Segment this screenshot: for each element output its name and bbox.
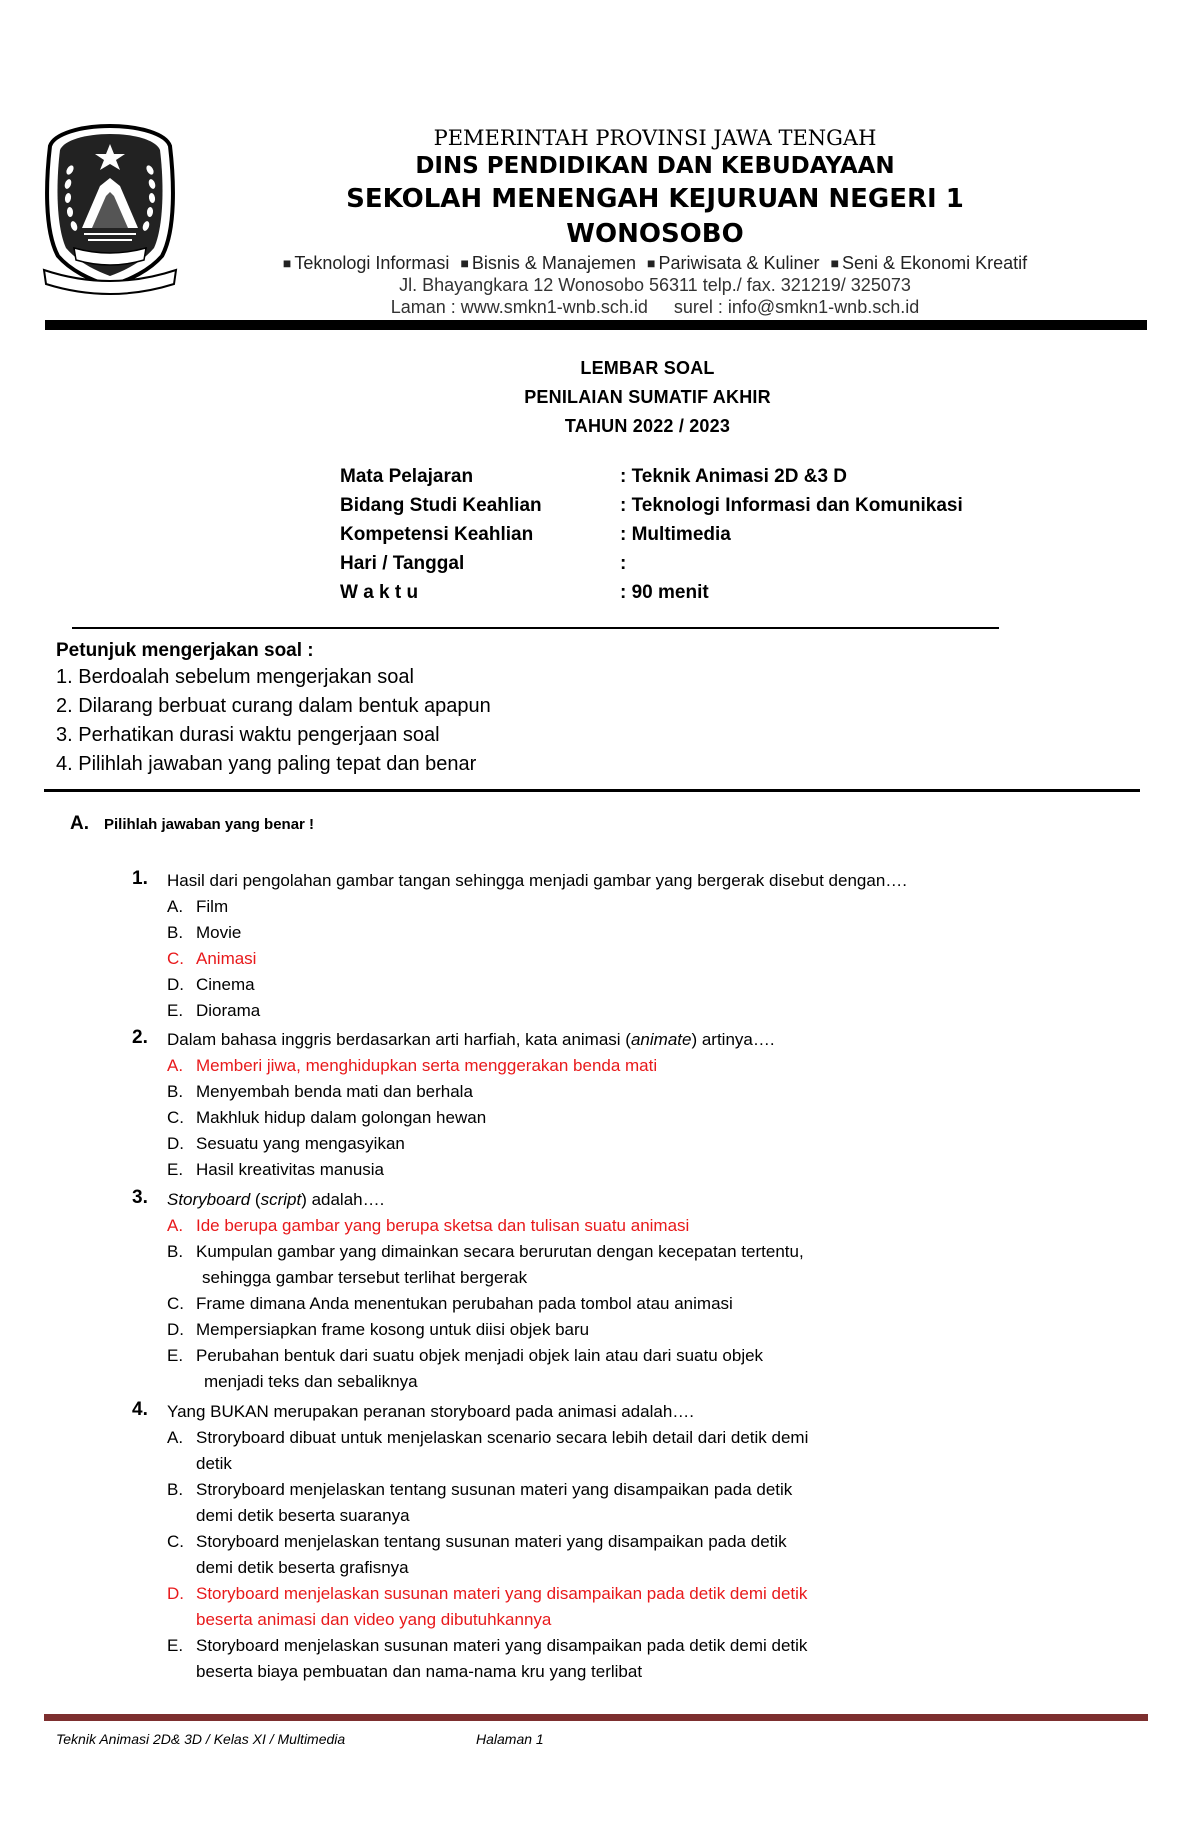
option-text: Perubahan bentuk dari suatu objek menjadi objek lain atau dari suatu objek — [196, 1346, 764, 1365]
letterhead-programs — [230, 253, 1080, 274]
letterhead-city: WONOSOBO — [566, 219, 744, 249]
footer-divider — [44, 1714, 1148, 1721]
letterhead-department: DINS PENDIDIKAN DAN KEBUDAYAAN — [415, 153, 895, 179]
question-text: Dalam bahasa inggris berdasarkan arti harfiah, kata animasi (animate) artinya…. — [167, 1030, 775, 1049]
identity-label: Hari / Tanggal — [340, 553, 465, 574]
section-instruction: Pilihlah jawaban yang benar ! — [104, 816, 315, 833]
question-text: Yang BUKAN merupakan peranan storyboard pada animasi adalah…. — [167, 1402, 694, 1421]
program-item: ■ Pariwisata & Kuliner — [647, 253, 820, 273]
option-text-continued: demi detik beserta grafisnya — [196, 1558, 409, 1577]
option-text-continued: menjadi teks dan sebaliknya — [204, 1372, 418, 1391]
option-text-continued: detik — [196, 1454, 232, 1473]
option-letter-correct: D. — [167, 1584, 184, 1603]
option-letter: D. — [167, 1134, 184, 1153]
option-text-continued: sehingga gambar tersebut terlihat bergerak — [202, 1268, 528, 1287]
option-letter: E. — [167, 1160, 184, 1179]
letterhead-email: surel : info@smkn1-wnb.sch.id — [673, 297, 920, 317]
document-title: LEMBAR SOAL — [580, 358, 715, 378]
identity-label: Mata Pelajaran — [340, 466, 474, 487]
option-letter: C. — [167, 1532, 184, 1551]
question-number: 1. — [132, 868, 148, 889]
option-text: Cinema — [196, 975, 255, 994]
option-text-correct: Memberi jiwa, menghidupkan serta menggerakan benda mati — [196, 1056, 658, 1075]
program-item: ■ Teknologi Informasi — [283, 253, 450, 273]
document-year: TAHUN 2022 / 2023 — [564, 416, 731, 436]
option-letter: B. — [167, 1480, 184, 1499]
option-text-correct: Animasi — [196, 949, 257, 968]
option-letter: D. — [167, 975, 184, 994]
option-text: Kumpulan gambar yang dimainkan secara berurutan dengan kecepatan tertentu, — [196, 1242, 804, 1261]
identity-label: Kompetensi Keahlian — [340, 524, 534, 545]
letterhead-divider — [45, 320, 1147, 330]
instruction-item: 2. Dilarang berbuat curang dalam bentuk apapun — [56, 695, 491, 717]
option-text: Menyembah benda mati dan berhala — [196, 1082, 473, 1101]
instruction-item: 4. Pilihlah jawaban yang paling tepat dan benar — [56, 753, 477, 775]
identity-label: Bidang Studi Keahlian — [340, 495, 542, 516]
option-text-correct-continued: beserta animasi dan video yang dibutuhkannya — [196, 1610, 552, 1629]
option-text: Storyboard menjelaskan tentang susunan materi yang disampaikan pada detik — [196, 1532, 787, 1551]
option-letter: C. — [167, 1294, 184, 1313]
question-text: Storyboard (script) adalah…. — [167, 1190, 385, 1209]
letterhead-school: SEKOLAH MENENGAH KEJURUAN NEGERI 1 — [346, 184, 964, 214]
identity-divider — [72, 627, 999, 629]
option-letter: E. — [167, 1636, 184, 1655]
option-text: Diorama — [196, 1001, 261, 1020]
question-number: 4. — [132, 1399, 148, 1420]
option-letter: C. — [167, 1108, 184, 1127]
option-letter-correct: A. — [167, 1216, 184, 1235]
provincial-emblem-icon — [40, 120, 180, 300]
option-letter: A. — [167, 897, 184, 916]
instruction-item: 1. Berdoalah sebelum mengerjakan soal — [56, 666, 414, 688]
identity-value: : Teknologi Informasi dan Komunikasi — [620, 495, 963, 516]
option-text: Storyboard menjelaskan susunan materi yang disampaikan pada detik demi detik — [196, 1636, 808, 1655]
option-letter: D. — [167, 1320, 184, 1339]
option-text: Mempersiapkan frame kosong untuk diisi objek baru — [196, 1320, 590, 1339]
program-item: ■ Seni & Ekonomi Kreatif — [831, 253, 1028, 273]
letterhead-website: Laman : www.smkn1-wnb.sch.id — [390, 297, 648, 317]
letterhead-government: PEMERINTAH PROVINSI JAWA TENGAH — [433, 126, 877, 150]
option-text: Sesuatu yang mengasyikan — [196, 1134, 405, 1153]
option-text: Stroryboard dibuat untuk menjelaskan scenario secara lebih detail dari detik demi — [196, 1428, 809, 1447]
option-letter-correct: C. — [167, 949, 184, 968]
option-letter-correct: A. — [167, 1056, 184, 1075]
identity-label: W a k t u — [340, 582, 419, 603]
option-letter: E. — [167, 1346, 184, 1365]
footer-course: Teknik Animasi 2D& 3D / Kelas XI / Multimedia — [56, 1731, 346, 1747]
option-letter: A. — [167, 1428, 184, 1447]
option-text: Film — [196, 897, 229, 916]
footer-page-number: Halaman 1 — [476, 1731, 544, 1747]
option-letter: B. — [167, 1242, 184, 1261]
option-text-continued: beserta biaya pembuatan dan nama-nama kru yang terlibat — [196, 1662, 643, 1681]
instructions-divider — [44, 789, 1140, 792]
question-number: 2. — [132, 1027, 148, 1048]
identity-value: : 90 menit — [620, 582, 709, 603]
program-item: ■ Bisnis & Manajemen — [460, 253, 636, 273]
question-text: Hasil dari pengolahan gambar tangan sehingga menjadi gambar yang bergerak disebut dengan…. — [167, 871, 907, 890]
option-text-correct: Storyboard menjelaskan susunan materi yang disampaikan pada detik demi detik — [196, 1584, 808, 1603]
option-letter: B. — [167, 923, 184, 942]
section-letter: A. — [70, 813, 89, 834]
identity-value: : Teknik Animasi 2D &3 D — [620, 466, 848, 487]
document-subtitle: PENILAIAN SUMATIF AKHIR — [524, 387, 771, 407]
option-text: Frame dimana Anda menentukan perubahan pada tombol atau animasi — [196, 1294, 733, 1313]
instruction-item: 3. Perhatikan durasi waktu pengerjaan soal — [56, 724, 440, 746]
identity-value: : — [620, 553, 627, 574]
option-text: Movie — [196, 923, 242, 942]
option-text-correct: Ide berupa gambar yang berupa sketsa dan tulisan suatu animasi — [196, 1216, 690, 1235]
option-text: Stroryboard menjelaskan tentang susunan materi yang disampaikan pada detik — [196, 1480, 793, 1499]
option-text: Makhluk hidup dalam golongan hewan — [196, 1108, 487, 1127]
identity-value: : Multimedia — [620, 524, 731, 545]
question-number: 3. — [132, 1187, 148, 1208]
instructions-title: Petunjuk mengerjakan soal : — [56, 640, 314, 661]
option-text-continued: demi detik beserta suaranya — [196, 1506, 410, 1525]
option-text: Hasil kreativitas manusia — [196, 1160, 385, 1179]
letterhead-address: Jl. Bhayangkara 12 Wonosobo 56311 telp./ fax. 321219/ 325073 — [399, 275, 911, 295]
option-letter: B. — [167, 1082, 184, 1101]
option-letter: E. — [167, 1001, 184, 1020]
letterhead-contact — [230, 297, 1080, 318]
